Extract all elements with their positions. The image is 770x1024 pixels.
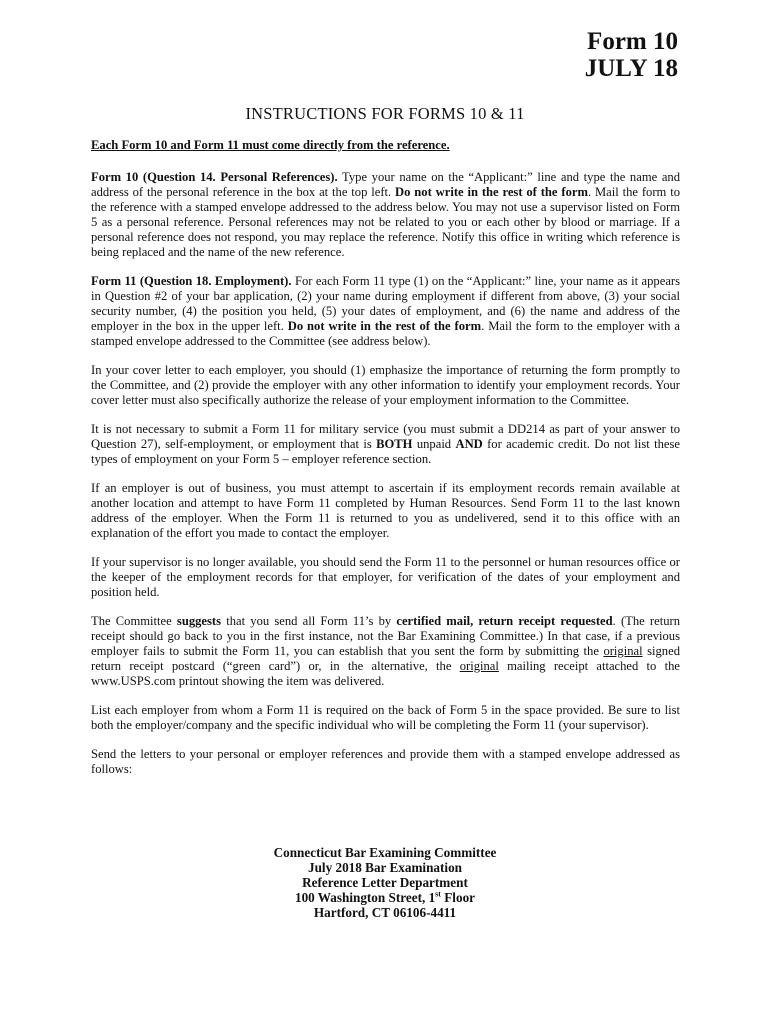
form10-heading: Form 10 (Question 14. Personal References). <box>91 170 338 184</box>
mailing-address <box>0 845 770 920</box>
supervisor-paragraph: If your supervisor is no longer available, you should send the Form 11 to the personnel or human resources office or the keeper of the employment records for that employer, for verification of the dates of your employment and position held. <box>91 555 680 599</box>
form10-text-2: . Mail the form to the reference with a stamped envelope addressed to the address below. You may not use a supervisor listed on Form 5 as a personal reference. Personal references may not be related to you or each other by blood or marriage. If a personal reference does not respond, you may replace the reference. Notify this office in writing which reference is being replaced and the name of the new reference. <box>91 185 680 259</box>
send-letters-paragraph: Send the letters to your personal or employer references and provide them with a stamped envelope addressed as follows: <box>91 747 680 776</box>
form10-emphasis: Do not write in the rest of the form <box>395 185 588 199</box>
not-necessary-text-1: It is not necessary to submit a Form 11 for military service (you must submit a DD214 as part of your answer to Question 27), self-employment, or employment that is <box>91 422 680 451</box>
address-line-2: July 2018 Bar Examination <box>308 860 462 875</box>
lead-statement: Each Form 10 and Form 11 must come directly from the reference. <box>91 138 450 152</box>
list-each-paragraph: List each employer from whom a Form 11 is required on the back of Form 5 in the space provided. Be sure to list both the employer/company and the specific individual who will be completing the Form 11 (your supervisor). <box>91 703 680 732</box>
address-line-5: Hartford, CT 06106-4411 <box>313 905 457 920</box>
not-necessary-and: AND <box>455 437 483 451</box>
not-necessary-both: BOTH <box>376 437 413 451</box>
committee-certified-mail: certified mail, return receipt requested <box>396 614 613 628</box>
not-necessary-paragraph <box>91 422 680 467</box>
address-street: 100 Washington Street, 1 <box>294 890 436 905</box>
form10-paragraph <box>91 170 680 260</box>
committee-paragraph <box>91 614 680 689</box>
address-floor: Floor <box>440 890 476 905</box>
form10-text-1: Type your name on the “Applicant:” line and type the name and address of the personal reference in the box at the top left. <box>91 170 680 199</box>
address-floor-suffix: st <box>435 889 441 899</box>
form-number: Form 10 <box>587 28 678 55</box>
committee-original-1: original <box>603 644 643 658</box>
committee-text-1: The Committee <box>91 614 177 628</box>
committee-suggests: suggests <box>176 614 222 628</box>
address-line-3: Reference Letter Department <box>302 875 468 890</box>
form11-emphasis: Do not write in the rest of the form <box>287 319 482 333</box>
form11-heading: Form 11 (Question 18. Employment). <box>91 274 292 288</box>
address-line-4 <box>0 890 770 905</box>
cover-letter-paragraph: In your cover letter to each employer, you should (1) emphasize the importance of returning the form promptly to the Committee, and (2) provide the employer with any other information to identify your employment records. Your cover letter must also specifically authorize the release of your employment information to the Committee. <box>91 363 680 407</box>
committee-text-3: . (The return receipt should go back to you in the first instance, not the Bar Examining Committee.) In that case, if a previous employer fails to submit the Form 11, you can establish that you sent the form by submitting the <box>91 614 680 658</box>
instructions-body <box>91 138 680 791</box>
not-necessary-text-3: for academic credit. Do not list these types of employment on your Form 5 – employer reference section. <box>91 437 681 466</box>
form11-paragraph <box>91 274 680 349</box>
committee-original-2: original <box>459 659 499 673</box>
form11-text-1: For each Form 11 type (1) on the “Applicant:” line, your name as it appears in Question #2 of your bar application, (2) your name during employment if different from above, (3) your social security number, (4) the position you held, (5) your dates of employment, and (6) the name and address of the employer in the box in the upper left. <box>91 274 681 333</box>
form11-text-2: . Mail the form to the employer with a stamped envelope addressed to the Committee (see address below). <box>91 319 680 348</box>
committee-text-5: mailing receipt attached to the www.USPS.com printout showing the item was delivered. <box>91 659 680 688</box>
address-line-1: Connecticut Bar Examining Committee <box>273 845 497 860</box>
out-of-business-paragraph: If an employer is out of business, you must attempt to ascertain if its employment records remain available at another location and attempt to have Form 11 completed by Human Resources. Send Form 11 to the last known address of the employer. When the Form 11 is returned to you as undelivered, send it to this office with an explanation of the effort you made to contact the employer. <box>91 481 680 540</box>
committee-text-2: that you send all Form 11’s by <box>221 614 397 628</box>
form-identifier <box>585 28 678 82</box>
page-title: INSTRUCTIONS FOR FORMS 10 & 11 <box>245 104 525 123</box>
committee-text-4: signed return receipt postcard (“green card”) or, in the alternative, the <box>91 644 680 673</box>
form-date: JULY 18 <box>584 55 678 82</box>
not-necessary-text-2: unpaid <box>412 437 456 451</box>
